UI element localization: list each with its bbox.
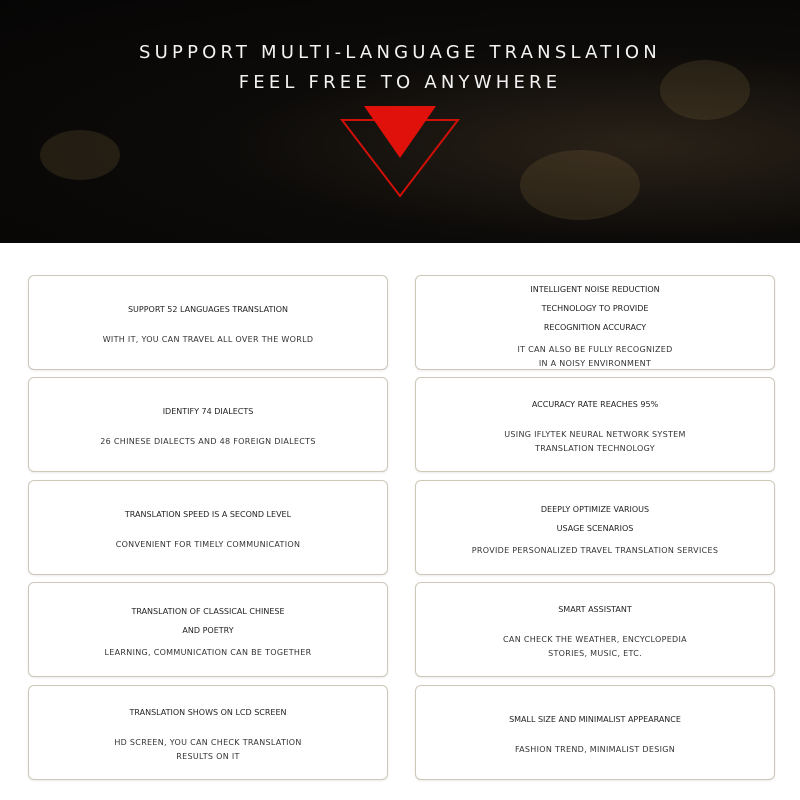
banner-headline: SUPPORT MULTI-LANGUAGE TRANSLATION — [139, 42, 661, 63]
feature-subtitle: FASHION TREND, MINIMALIST DESIGN — [514, 745, 676, 754]
feature-card — [415, 685, 775, 780]
feature-subtitle: RESULTS ON IT — [176, 752, 240, 761]
feature-title: RECOGNITION ACCURACY — [543, 323, 647, 332]
feature-title: SUPPORT 52 LANGUAGES TRANSLATION — [127, 305, 289, 314]
feature-title: SMALL SIZE AND MINIMALIST APPEARANCE — [509, 715, 681, 724]
bokeh-light — [40, 130, 120, 180]
feature-card — [28, 480, 388, 575]
feature-subtitle: WITH IT, YOU CAN TRAVEL ALL OVER THE WORLD — [102, 335, 314, 344]
feature-title: AND POETRY — [182, 625, 234, 635]
feature-title: TECHNOLOGY TO PROVIDE — [541, 304, 649, 313]
feature-subtitle: CAN CHECK THE WEATHER, ENCYCLOPEDIA — [503, 635, 687, 644]
feature-subtitle: TRANSLATION TECHNOLOGY — [535, 444, 655, 453]
feature-title: DEEPLY OPTIMIZE VARIOUS — [540, 504, 650, 514]
feature-title: SMART ASSISTANT — [558, 605, 632, 614]
feature-card — [28, 582, 388, 677]
feature-subtitle: IN A NOISY ENVIRONMENT — [538, 359, 652, 368]
feature-subtitle: IT CAN ALSO BE FULLY RECOGNIZED — [517, 345, 673, 354]
feature-card — [415, 275, 775, 370]
feature-title: USAGE SCENARIOS — [556, 523, 634, 533]
feature-subtitle: HD SCREEN, YOU CAN CHECK TRANSLATION — [114, 738, 302, 747]
feature-title: INTELLIGENT NOISE REDUCTION — [530, 285, 660, 294]
feature-card — [415, 480, 775, 575]
feature-subtitle: PROVIDE PERSONALIZED TRAVEL TRANSLATION SERVICES — [471, 545, 719, 555]
feature-subtitle: CONVENIENT FOR TIMELY COMMUNICATION — [115, 540, 301, 549]
banner-subheadline: FEEL FREE TO ANYWHERE — [238, 72, 562, 93]
feature-subtitle: LEARNING, COMMUNICATION CAN BE TOGETHER — [104, 647, 312, 657]
hero-banner — [0, 0, 800, 243]
feature-subtitle: STORIES, MUSIC, ETC. — [548, 649, 642, 658]
feature-card — [28, 377, 388, 472]
feature-card — [28, 685, 388, 780]
feature-title: TRANSLATION SHOWS ON LCD SCREEN — [129, 708, 287, 717]
feature-title: TRANSLATION SPEED IS A SECOND LEVEL — [124, 510, 292, 519]
bokeh-light — [520, 150, 640, 220]
feature-card — [415, 582, 775, 677]
feature-subtitle: 26 CHINESE DIALECTS AND 48 FOREIGN DIALECTS — [100, 437, 316, 446]
feature-title: IDENTIFY 74 DIALECTS — [162, 407, 254, 416]
feature-card — [28, 275, 388, 370]
red-triangle-icon — [340, 104, 460, 200]
feature-subtitle: USING IFLYTEK NEURAL NETWORK SYSTEM — [504, 430, 686, 439]
feature-title: TRANSLATION OF CLASSICAL CHINESE — [131, 606, 285, 616]
feature-title: ACCURACY RATE REACHES 95% — [531, 400, 659, 409]
feature-card — [415, 377, 775, 472]
